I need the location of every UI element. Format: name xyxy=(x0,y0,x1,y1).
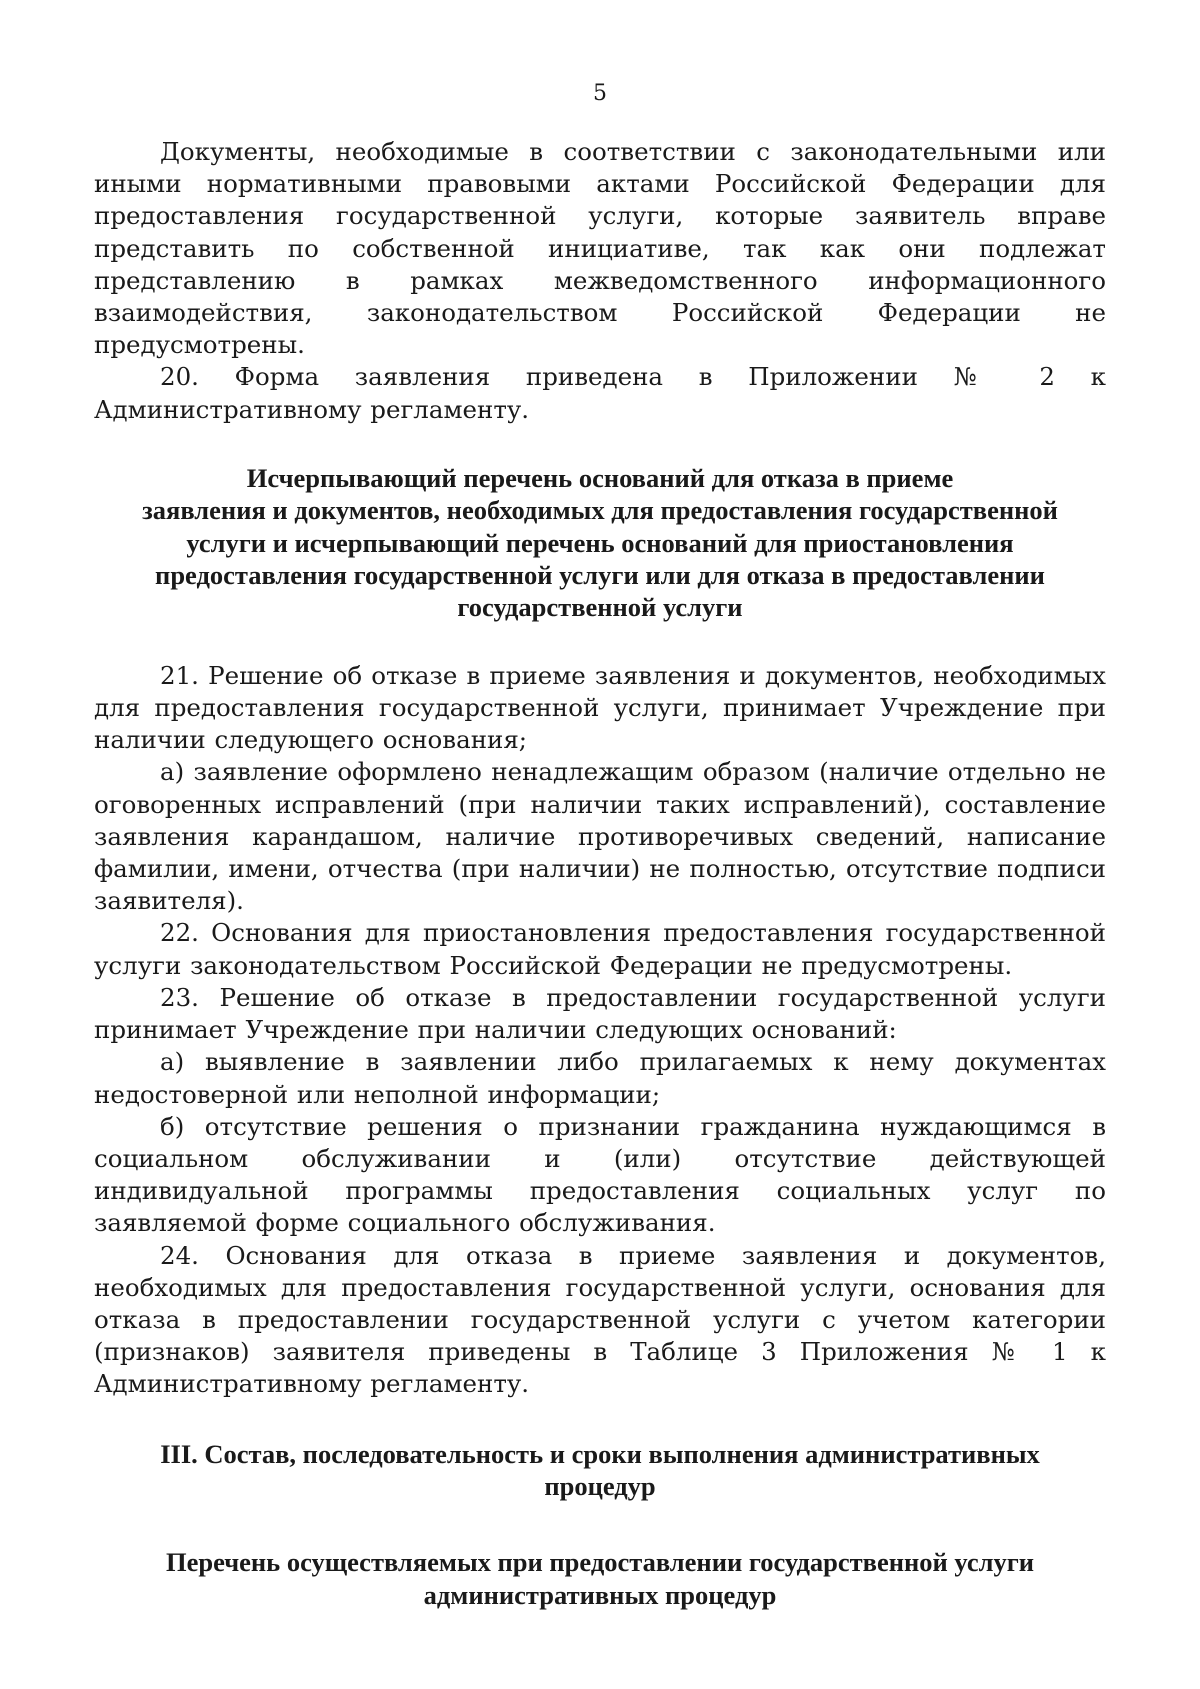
heading-line: услуги и исчерпывающий перечень оснований для приостановления xyxy=(186,527,1014,558)
paragraph-22-suspension-grounds: 22. Основания для приостановления предоставления государственной услуги законодательством Российской Федерации не предусмотрены. xyxy=(94,918,1106,980)
heading-line: Перечень осуществляемых при предоставлении государственной услуги xyxy=(165,1547,1035,1578)
paragraph-23-refusal-service: 23. Решение об отказе в предоставлении государственной услуги принимает Учреждение при наличии следующих оснований: xyxy=(94,982,1106,1045)
heading-refusal-grounds xyxy=(94,462,1106,624)
paragraph-21-refusal-decision: 21. Решение об отказе в приеме заявления и документов, необходимых для предоставления государственной услуги, принимает Учреждение при наличии следующего основания; xyxy=(94,660,1106,755)
heading-line: административных процедур xyxy=(423,1579,777,1610)
heading-line: предоставления государственной услуги или для отказа в предоставлении xyxy=(155,560,1045,591)
paragraph-20-application-form: 20. Форма заявления приведена в Приложении № 2 к Административному регламенту. xyxy=(94,362,1106,424)
paragraph-23a-false-information: а) выявление в заявлении либо прилагаемых к нему документах недостоверной или неполной информации; xyxy=(94,1047,1106,1109)
paragraph-23b-no-decision: б) отсутствие решения о признании гражданина нуждающимся в социальном обслуживании и (или) отсутствие действующей индивидуальной программы предоставления социальных услуг по заявляемой форме социального обслуживания. xyxy=(94,1111,1106,1238)
heading-line: процедур xyxy=(544,1470,656,1501)
paragraph-24-grounds-table: 24. Основания для отказа в приеме заявления и документов, необходимых для предоставления государственной услуги, основания для отказа в предоставлении государственной услуги с учетом категории (признаков) заявителя приведены в Таблице 3 Приложения № 1 к Административному регламенту. xyxy=(94,1240,1106,1399)
heading-line: Исчерпывающий перечень оснований для отказа в приеме xyxy=(246,462,954,493)
paragraph-documents-not-required: Документы, необходимые в соответствии с законодательными или иными нормативными правовыми актами Российской Федерации для предоставления государственной услуги, которые заявитель вправе представить по собственной инициативе, так как они подлежат представлению в рамках межведомственного информационного взаимодействия, законодательством Российской Федерации не предусмотрены. xyxy=(94,137,1106,360)
heading-line: государственной услуги xyxy=(457,592,743,623)
heading-line: III. Состав, последовательность и сроки выполнения административных xyxy=(160,1438,1040,1469)
heading-procedures-list xyxy=(94,1546,1106,1611)
page-content xyxy=(94,136,1106,1611)
heading-line: заявления и документов, необходимых для предоставления государственной xyxy=(142,495,1058,526)
page-number: 5 xyxy=(593,81,607,106)
heading-section-iii xyxy=(94,1438,1106,1503)
paragraph-21a-improper-application: а) заявление оформлено ненадлежащим образом (наличие отдельно не оговоренных исправлений (при наличии таких исправлений), составление заявления карандашом, наличие противоречивых сведений, написание фамилии, имени, отчества (при наличии) не полностью, отсутствие подписи заявителя). xyxy=(94,757,1106,916)
